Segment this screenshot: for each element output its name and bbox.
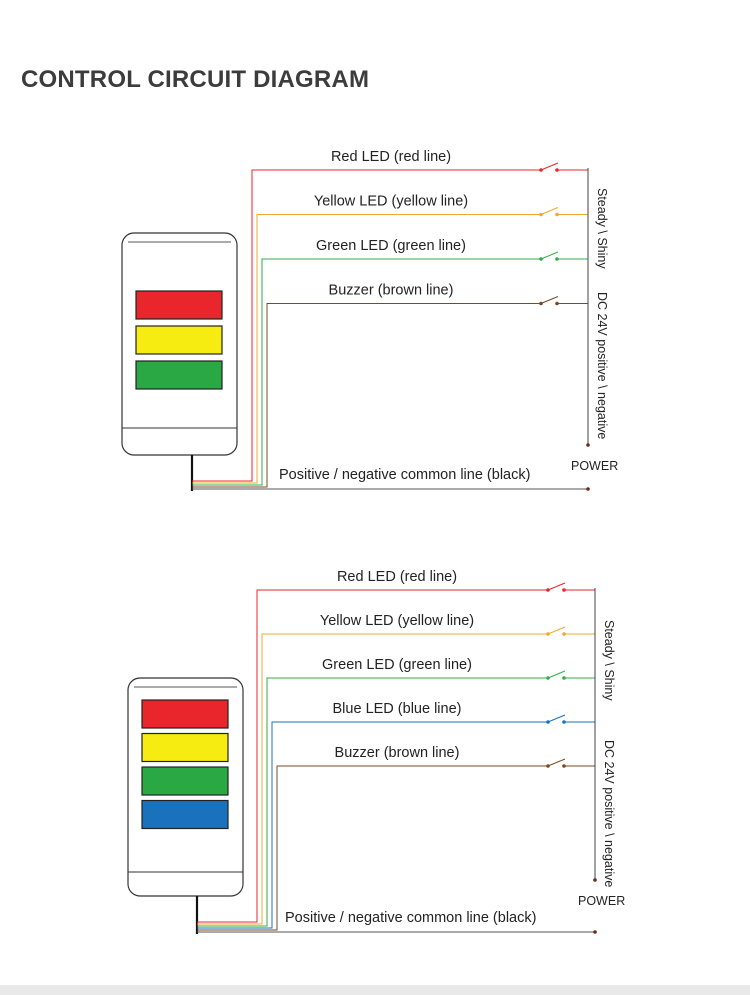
switch-lever bbox=[548, 759, 565, 766]
switch-lever bbox=[541, 163, 558, 170]
lamp-segment bbox=[136, 326, 222, 354]
signal-wire bbox=[192, 170, 541, 481]
signal-wire bbox=[192, 215, 541, 484]
lamp-segment bbox=[136, 291, 222, 319]
switch-lever bbox=[548, 715, 565, 722]
switch-lever bbox=[541, 297, 558, 304]
footer-band bbox=[0, 985, 750, 995]
circuit-diagram-3-light bbox=[0, 140, 750, 500]
common-terminal bbox=[586, 487, 590, 491]
switch-lever bbox=[548, 671, 565, 678]
wire-label: Green LED (green line) bbox=[316, 238, 466, 254]
signal-wire bbox=[197, 766, 548, 930]
mode-label: Steady \ Shiny bbox=[595, 188, 609, 269]
page-title: CONTROL CIRCUIT DIAGRAM bbox=[21, 66, 370, 93]
wire-label: Red LED (red line) bbox=[336, 569, 458, 585]
lamp-segment bbox=[142, 700, 228, 728]
lamp-segment bbox=[136, 361, 222, 389]
lamp-segment bbox=[142, 767, 228, 795]
wire-label: Buzzer (brown line) bbox=[328, 282, 454, 299]
switch-lever bbox=[541, 252, 558, 259]
common-wire-label: Positive / negative common line (black) bbox=[279, 467, 531, 483]
common-wire-label: Positive / negative common line (black) bbox=[285, 910, 537, 926]
common-terminal bbox=[593, 930, 597, 934]
switch-lever bbox=[548, 583, 565, 590]
wire-label: Red LED (red line) bbox=[330, 149, 452, 165]
wire-label: Blue LED (blue line) bbox=[332, 701, 462, 717]
power-terminal bbox=[593, 878, 597, 882]
wire-label: Green LED (green line) bbox=[322, 657, 472, 673]
circuit-diagram-4-light bbox=[0, 560, 750, 940]
power-label: POWER bbox=[578, 894, 626, 908]
mode-label: Steady \ Shiny bbox=[602, 620, 616, 701]
power-terminal bbox=[586, 443, 590, 447]
switch-lever bbox=[548, 627, 565, 634]
wire-label: Yellow LED (yellow line) bbox=[319, 613, 475, 629]
lamp-segment bbox=[142, 801, 228, 829]
wire-label: Buzzer (brown line) bbox=[334, 745, 460, 761]
power-voltage-label: DC 24V positive \ negative bbox=[595, 292, 609, 440]
switch-lever bbox=[541, 208, 558, 215]
power-voltage-label: DC 24V positive \ negative bbox=[602, 740, 616, 888]
wire-label: Yellow LED (yellow line) bbox=[313, 193, 469, 210]
lamp-segment bbox=[142, 734, 228, 762]
signal-wire bbox=[192, 304, 541, 488]
power-label: POWER bbox=[571, 459, 619, 473]
